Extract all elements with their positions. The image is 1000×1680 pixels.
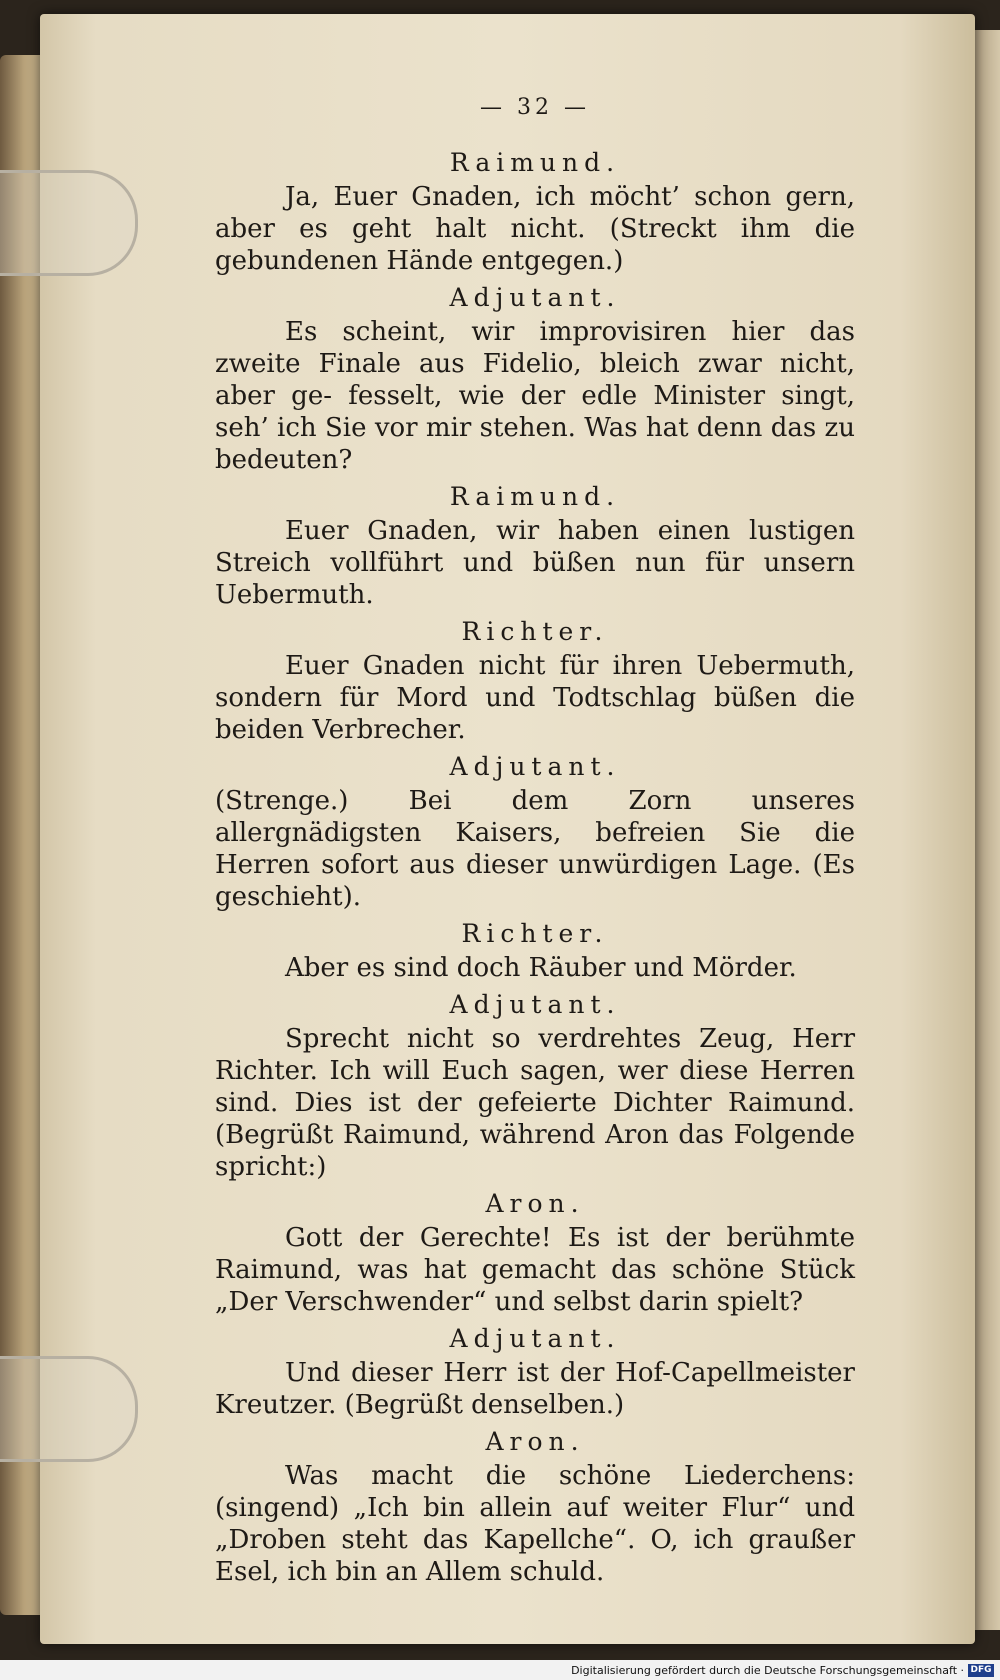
speaker-name: Richter. [461,919,609,948]
dialogue-block [215,752,855,913]
dialogue-text: Euer Gnaden nicht für ihren Uebermuth, sondern für Mord und Todtschlag büßen die beiden Verbrecher. [215,651,855,745]
dialogue-block [215,617,855,746]
page-content [215,95,855,1588]
dialogue-block [215,1324,855,1421]
speaker-name: Aron. [485,1189,585,1218]
dialogue-text: Gott der Gerechte! Es ist der berühmte Raimund, was hat gemacht das schöne Stück „Der Verschwender“ und selbst darin spielt? [215,1223,855,1317]
dialogue-block [215,1427,855,1588]
page-clip-top [0,170,138,276]
speaker-name: Adjutant. [449,990,621,1019]
dialogue-text: Aber es sind doch Räuber und Mörder. [285,953,797,983]
dialogue-block [215,148,855,277]
dialogue-text: Und dieser Herr ist der Hof-Capellmeister Kreutzer. (Begrüßt denselben.) [215,1358,855,1420]
speaker-name: Aron. [485,1427,585,1456]
speaker-name: Raimund. [449,482,621,511]
footer-credit: Digitalisierung gefördert durch die Deutsche Forschungsgemeinschaft · [571,1664,964,1677]
dialogue-text: Sprecht nicht so verdrehtes Zeug, Herr Richter. Ich will Euch sagen, wer diese Herren sind. Dies ist der gefeierte Dichter Raimund. (Begrüßt Raimund, während Aron das Folgende spricht:) [215,1024,855,1182]
digitization-footer [0,1660,1000,1680]
page-number: — 32 — [480,95,590,120]
speaker-name: Adjutant. [449,1324,621,1353]
dialogue-text: Ja, Euer Gnaden, ich möcht’ schon gern, aber es geht halt nicht. (Streckt ihm die gebundenen Hände entgegen.) [215,182,855,276]
dialogue-block [215,919,855,984]
page-clip-bottom [0,1356,138,1462]
dialogue-text: Was macht die schöne Liederchens: (singend) „Ich bin allein auf weiter Flur“ und „Droben steht das Kapellche“. O, ich graußer Esel, ich bin an Allem schuld. [215,1461,855,1587]
dialogue-block [215,283,855,476]
dialogue-block [215,482,855,611]
speaker-name: Raimund. [449,148,621,177]
speaker-name: Richter. [461,617,609,646]
dialogue-block [215,1189,855,1318]
dialogue-block [215,990,855,1183]
dialogue-text: Euer Gnaden, wir haben einen lustigen Streich vollführt und büßen nun für unsern Uebermuth. [215,516,855,610]
speaker-name: Adjutant. [449,283,621,312]
dialogue-text: (Strenge.) Bei dem Zorn unseres allergnädigsten Kaisers, befreien Sie die Herren sofort aus dieser unwürdigen Lage. (Es geschieht). [215,786,855,912]
speaker-name: Adjutant. [449,752,621,781]
dialogue-text: Es scheint, wir improvisiren hier das zweite Finale aus Fidelio, bleich zwar nicht, aber ge- fesselt, wie der edle Minister singt, seh’ ich Sie vor mir stehen. Was hat denn das zu bedeuten? [215,317,855,475]
dfg-logo-icon: DFG [968,1664,994,1677]
